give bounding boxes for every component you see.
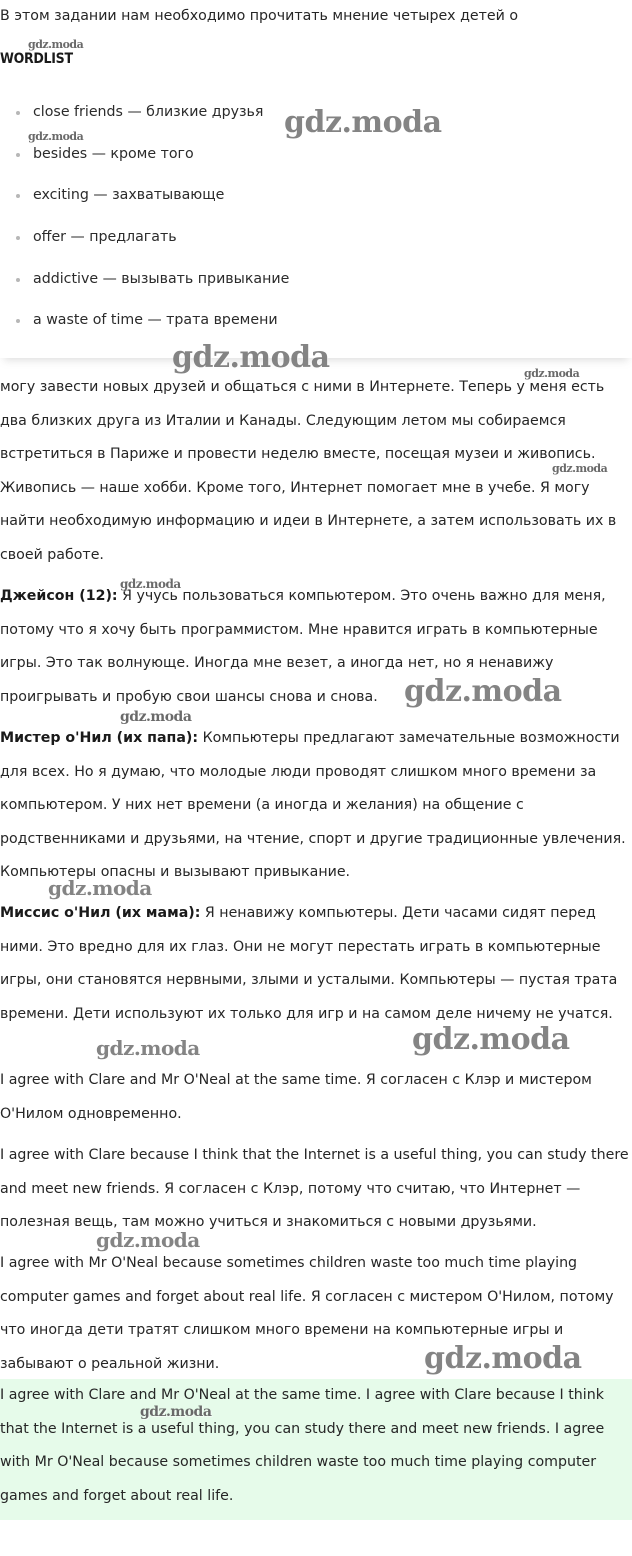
answer-paragraph-1: I agree with Clare and Mr O'Neal at the same time. Я согласен с Клэр и мистером О'Нилом одновременно. — [0, 1072, 592, 1122]
watermark: gdz.moda — [284, 105, 442, 140]
wordlist-item — [0, 259, 289, 301]
watermark: gdz.moda — [96, 1228, 200, 1252]
bullet-icon — [16, 194, 20, 198]
wordlist-item — [0, 300, 289, 342]
bullet-icon — [16, 111, 20, 115]
answer-paragraph-3: I agree with Mr O'Neal because sometimes children waste too much time playing computer games and forget about real life. Я согласен с мистером О'Нилом, потому что иногда дети тратят слишком много времени на компьютерные игры и забывают о реальной жизни. — [0, 1255, 614, 1372]
wordlist-item-text: a waste of time — трата времени — [33, 312, 278, 329]
watermark: gdz.moda — [48, 876, 152, 900]
watermark: gdz.moda — [120, 577, 181, 591]
wordlist-item-text: besides — кроме того — [33, 145, 194, 162]
wordlist-item-text: addictive — вызывать привыкание — [33, 270, 290, 287]
bullet-icon — [16, 278, 20, 282]
intro-text: В этом задании нам необходимо прочитать мнение четырех детей о — [0, 8, 519, 24]
watermark: gdz.moda — [28, 38, 84, 51]
wordlist-item-text: close friends — близкие друзья — [33, 104, 264, 120]
wordlist-item — [0, 217, 289, 259]
answer-paragraph-2: I agree with Clare because I think that the Internet is a useful thing, you can study there and meet new friends. Я согласен с Клэр, потому что считаю, что Интернет — полезная вещь, там можно учиться и знакомиться с новыми друзьями. — [0, 1147, 629, 1230]
wordlist-list — [0, 92, 289, 342]
wordlist-item-text: exciting — захватывающе — [33, 187, 225, 204]
jason-label: Джейсон (12): — [0, 588, 118, 604]
watermark: gdz.moda — [424, 1341, 582, 1376]
watermark: gdz.moda — [524, 367, 580, 380]
wordlist-item — [0, 134, 289, 176]
final-answer-highlight: I agree with Clare and Mr O'Neal at the same time. I agree with Clare because I think that the Internet is a useful thing, you can study there and meet new friends. I agree with Mr O'Neal because sometimes children waste too much time playing computer games and forget about real life. — [0, 1379, 632, 1520]
watermark: gdz.moda — [28, 130, 84, 143]
wordlist-item — [0, 175, 289, 217]
mister-oneal-label: Мистер о'Нил (их папа): — [0, 730, 199, 746]
mister-oneal-paragraph — [0, 722, 632, 890]
bullet-icon — [16, 153, 20, 157]
bullet-icon — [16, 319, 20, 323]
wordlist-heading: WORDLIST — [0, 51, 73, 67]
wordlist-item-text: offer — предлагать — [33, 229, 177, 246]
wordlist-item — [0, 92, 289, 134]
watermark: gdz.moda — [96, 1036, 200, 1060]
wordlist-popup — [0, 42, 632, 358]
mrs-oneal-paragraph — [0, 897, 632, 1031]
bullet-icon — [16, 236, 20, 240]
jason-text: Я учусь пользоваться компьютером. Это очень важно для меня, потому что я хочу быть программистом. Мне нравится играть в компьютерные игры. Это так волнующе. Иногда мне везет, а иногда нет, но я ненавижу проигрывать и пробую свои шансы снова и снова. — [0, 588, 606, 705]
mrs-oneal-label: Миссис о'Нил (их мама): — [0, 905, 201, 921]
watermark: gdz.moda — [404, 674, 562, 709]
mister-oneal-text: Компьютеры предлагают замечательные возможности для всех. Но я думаю, что молодые люди проводят слишком много времени за компьютером. У них нет времени (а иногда и желания) на общение с родственниками и друзьями, на чтение, спорт и другие традиционные увлечения. Компьютеры опасны и вызывают привыкание. — [0, 730, 626, 880]
watermark: gdz.moda — [172, 340, 330, 375]
watermark: gdz.moda — [140, 1404, 212, 1420]
watermark: gdz.moda — [552, 462, 608, 475]
jason-paragraph — [0, 580, 632, 714]
watermark: gdz.moda — [412, 1022, 570, 1057]
mrs-oneal-text: Я ненавижу компьютеры. Дети часами сидят перед ними. Это вредно для их глаз. Они не могут перестать играть в компьютерные игры, они становятся нервными, злыми и усталыми. Компьютеры — пустая трата времени. Дети используют их только для игр и на самом деле ничему не учатся. — [0, 905, 618, 1022]
clare-paragraph-continuation: могу завести новых друзей и общаться с ними в Интернете. Теперь у меня есть два близких друга из Италии и Канады. Следующим летом мы собираемся встретиться в Париже и провести неделю вместе, посещая музеи и живопись. Живопись — наше хобби. Кроме того, Интернет помогает мне в учебе. Я могу найти необходимую информацию и идеи в Интернете, а затем использовать их в своей работе. — [0, 379, 617, 563]
watermark: gdz.moda — [120, 709, 192, 725]
